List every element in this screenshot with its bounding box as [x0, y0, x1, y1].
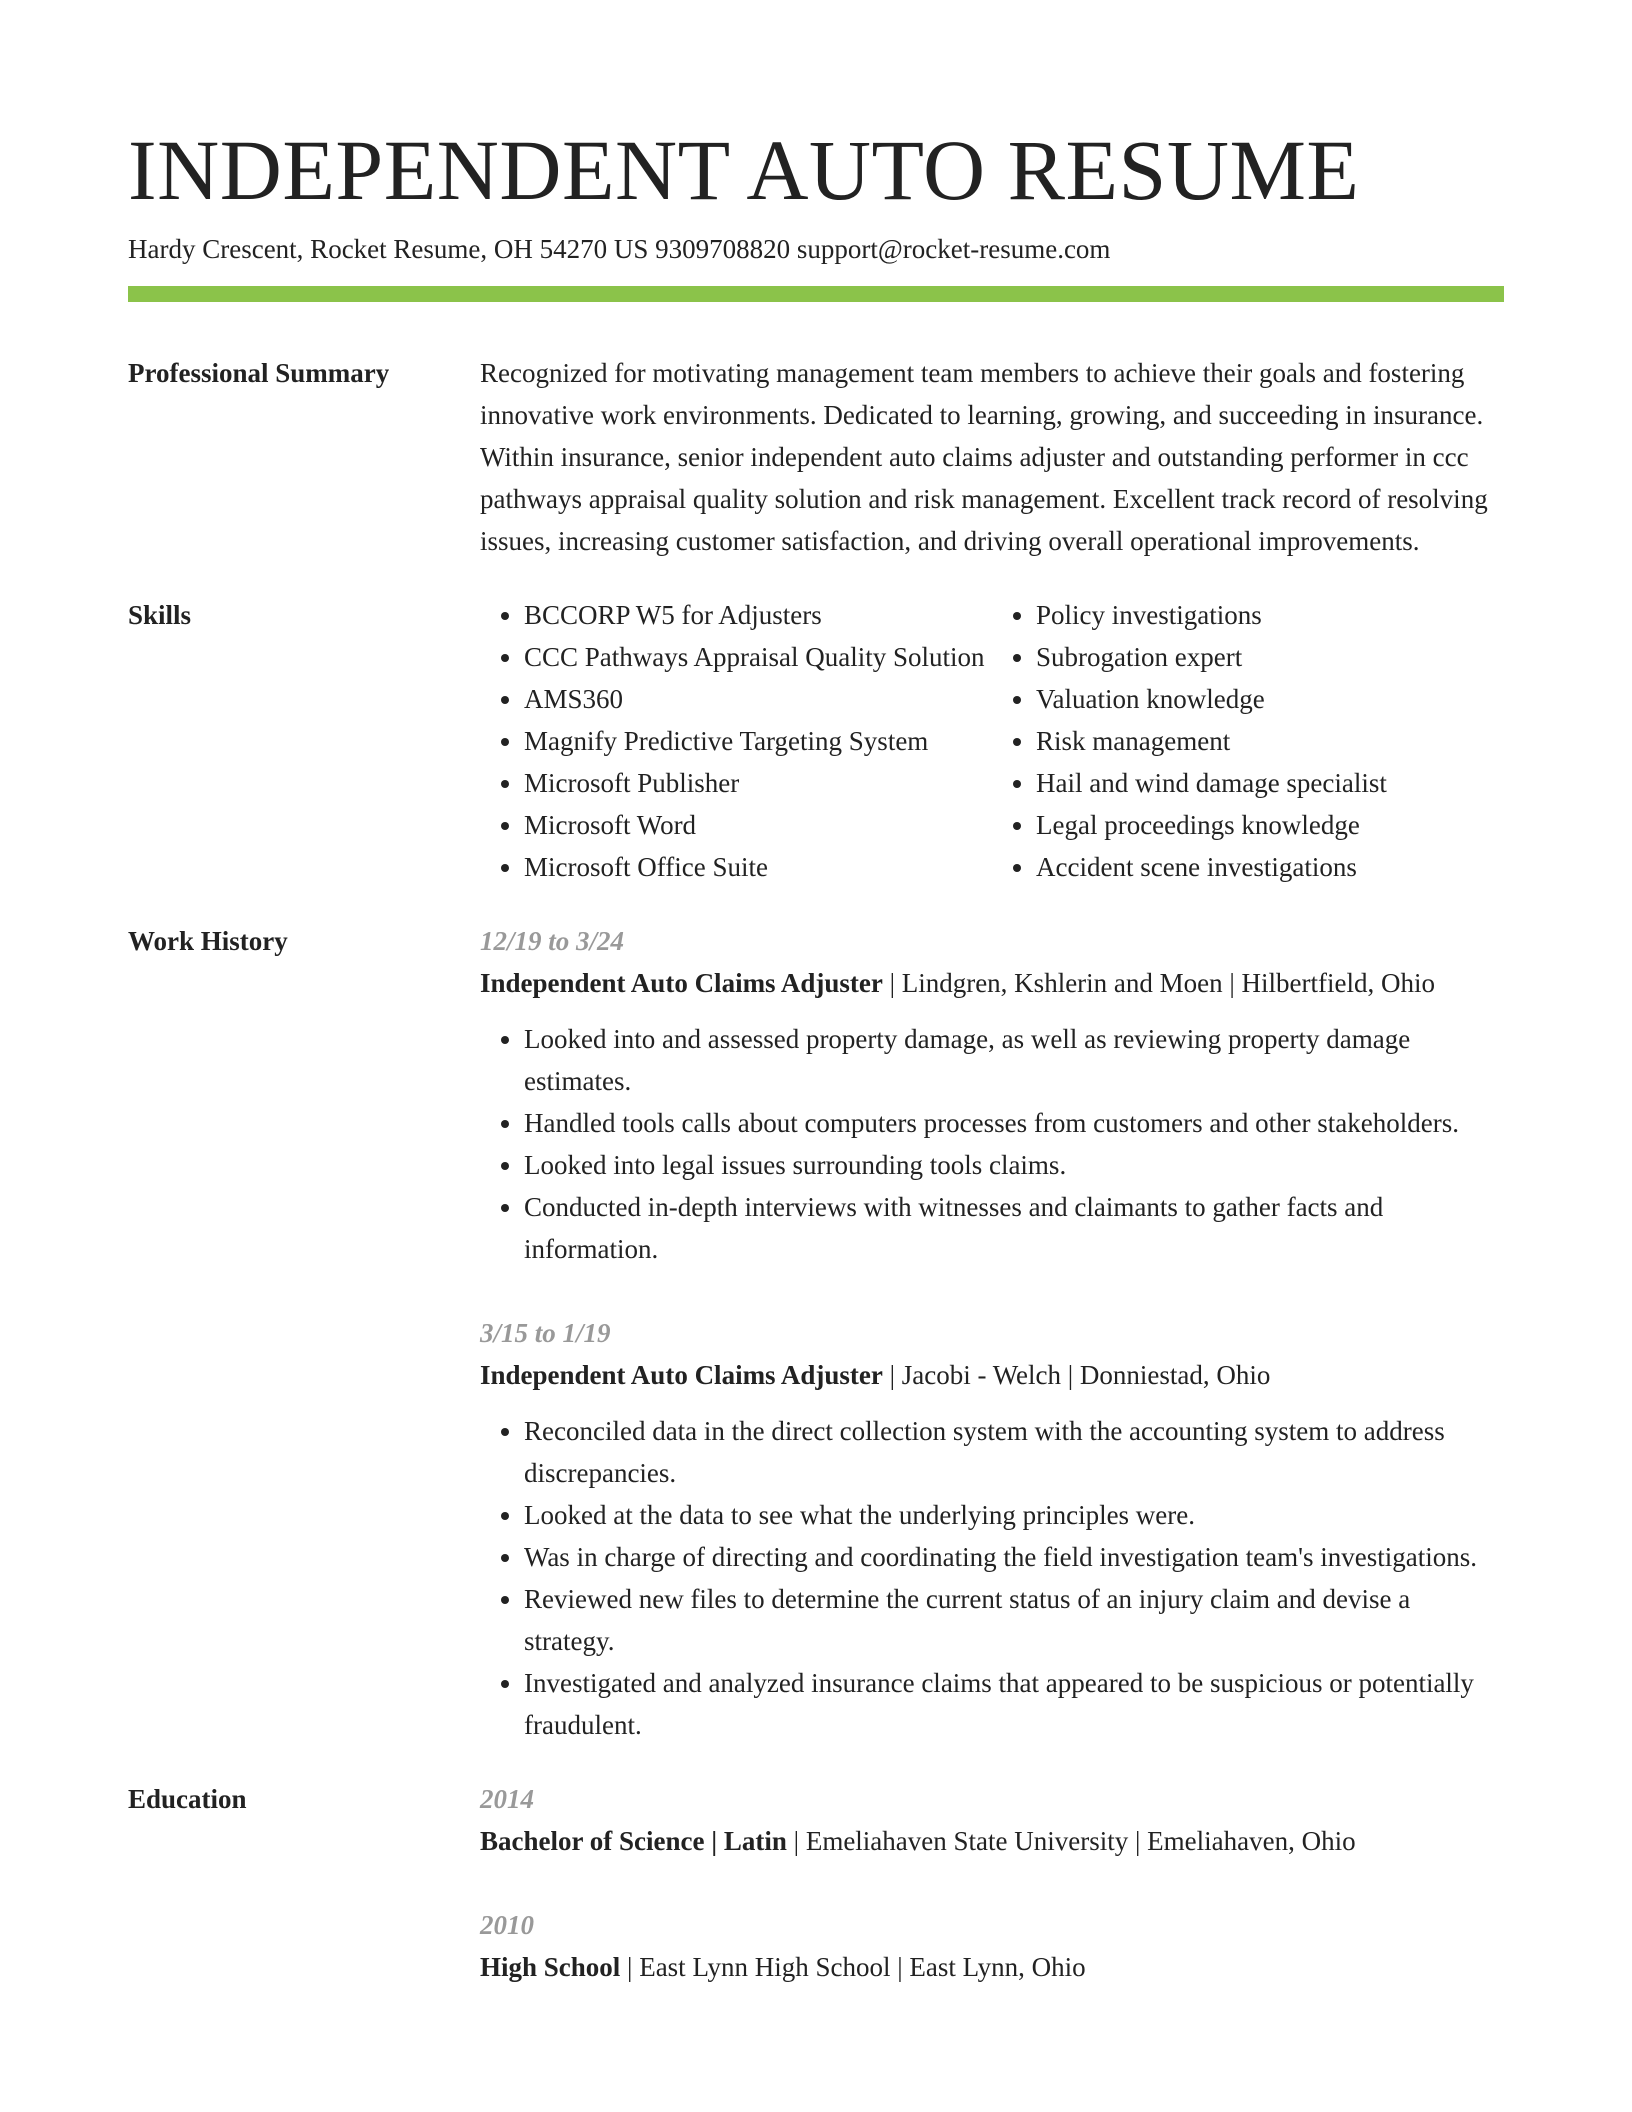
job-employer-location: | Lindgren, Kshlerin and Moen | Hilbertfield, Ohio: [882, 968, 1436, 998]
education-heading: [480, 1820, 1504, 1862]
skills-column-left: [480, 594, 992, 888]
skill-item: • Microsoft Publisher: [524, 762, 992, 804]
skill-item: • AMS360: [524, 678, 992, 720]
education-heading: [480, 1946, 1504, 1988]
summary-text: Recognized for motivating management team members to achieve their goals and fostering innovative work environments. Dedicated to learning, growing, and succeeding in insurance. Within insurance, senior independent auto claims adjuster and outstanding performer in ccc pathways appraisal quality solution and risk management. Excellent track record of resolving issues, increasing customer satisfaction, and driving overall operational improvements.: [480, 358, 1488, 556]
resume-page: [128, 120, 1504, 2062]
skill-item: • Risk management: [1036, 720, 1504, 762]
job-bullet: • Looked at the data to see what the underlying principles were.: [524, 1494, 1504, 1536]
contact-info: Hardy Crescent, Rocket Resume, OH 54270 US 9309708820 support@rocket-resume.com: [128, 234, 1111, 264]
job-bullet: • Looked into and assessed property damage, as well as reviewing property damage estimates.: [524, 1018, 1504, 1102]
resume-name: INDEPENDENT AUTO RESUME: [128, 122, 1360, 218]
education-entry: [480, 1904, 1504, 1988]
job-bullet: • Reviewed new files to determine the current status of an injury claim and devise a strategy.: [524, 1578, 1504, 1662]
education-entry: [480, 1778, 1504, 1862]
education-section: [128, 1778, 1504, 2030]
job-title: Independent Auto Claims Adjuster: [480, 968, 883, 998]
header-divider: [128, 286, 1504, 302]
skill-item: • Accident scene investigations: [1036, 846, 1504, 888]
skill-item: • Microsoft Office Suite: [524, 846, 992, 888]
job-dates: 3/15 to 1/19: [480, 1318, 611, 1348]
education-degree: Bachelor of Science | Latin: [480, 1826, 787, 1856]
skill-item: • Legal proceedings knowledge: [1036, 804, 1504, 846]
job-heading: [480, 962, 1504, 1004]
job-heading: [480, 1354, 1504, 1396]
summary-section: [128, 352, 1504, 562]
job-bullet: • Reconciled data in the direct collection system with the accounting system to address discrepancies.: [524, 1410, 1504, 1494]
skill-item: • Hail and wind damage specialist: [1036, 762, 1504, 804]
job-bullet: • Conducted in-depth interviews with witnesses and claimants to gather facts and information.: [524, 1186, 1504, 1270]
education-school-location: | Emeliahaven State University | Emeliahaven, Ohio: [786, 1826, 1356, 1856]
skill-item: • Subrogation expert: [1036, 636, 1504, 678]
education-year: 2014: [480, 1784, 534, 1814]
job-bullet: • Investigated and analyzed insurance claims that appeared to be suspicious or potentially fraudulent.: [524, 1662, 1504, 1746]
section-label-skills: Skills: [128, 600, 192, 630]
skill-item: • BCCORP W5 for Adjusters: [524, 594, 992, 636]
job-bullet: • Handled tools calls about computers processes from customers and other stakeholders.: [524, 1102, 1504, 1144]
job-dates: 12/19 to 3/24: [480, 926, 625, 956]
job-bullet: • Looked into legal issues surrounding tools claims.: [524, 1144, 1504, 1186]
skill-item: • Magnify Predictive Targeting System: [524, 720, 992, 762]
skills-section: [128, 594, 1504, 888]
skills-column-right: [992, 594, 1504, 888]
section-label-summary: Professional Summary: [128, 358, 390, 388]
education-degree: High School: [480, 1952, 621, 1982]
job-title: Independent Auto Claims Adjuster: [480, 1360, 883, 1390]
skill-item: • CCC Pathways Appraisal Quality Solution: [524, 636, 992, 678]
job-bullet: • Was in charge of directing and coordinating the field investigation team's investigations.: [524, 1536, 1504, 1578]
job-entry: [480, 920, 1504, 1270]
section-label-education: Education: [128, 1784, 247, 1814]
education-school-location: | East Lynn High School | East Lynn, Ohio: [620, 1952, 1086, 1982]
skill-item: • Microsoft Word: [524, 804, 992, 846]
education-year: 2010: [480, 1910, 534, 1940]
work-history-section: [128, 920, 1504, 1746]
section-label-work-history: Work History: [128, 926, 288, 956]
skill-item: • Valuation knowledge: [1036, 678, 1504, 720]
skill-item: • Policy investigations: [1036, 594, 1504, 636]
job-entry: [480, 1312, 1504, 1746]
job-employer-location: | Jacobi - Welch | Donniestad, Ohio: [882, 1360, 1271, 1390]
